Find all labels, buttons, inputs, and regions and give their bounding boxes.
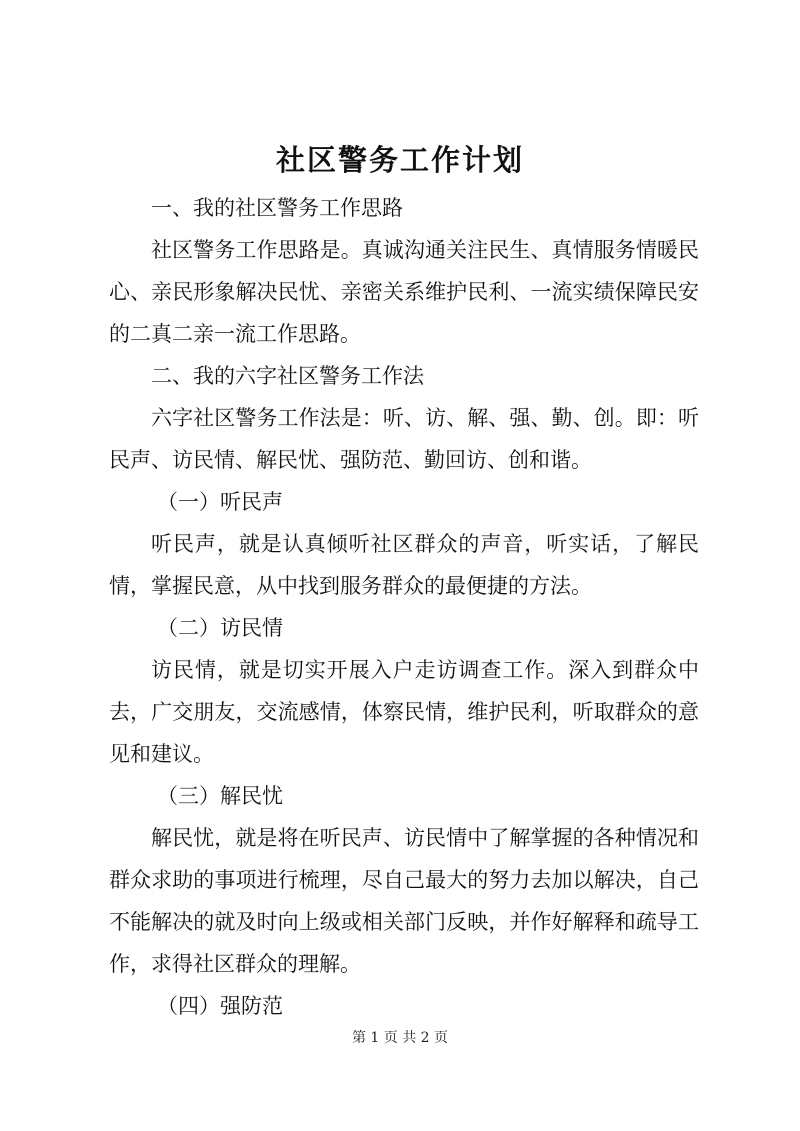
page-footer: 第 1 页 共 2 页 [351, 1030, 449, 1046]
document-title: 社区警务工作计划 [275, 143, 524, 177]
subsection-heading-3: （三）解民忧 [157, 784, 283, 808]
subsection-heading-1: （一）听民声 [157, 490, 283, 514]
section-heading-2: 二、我的六字社区警务工作法 [151, 364, 424, 388]
section-heading-1: 一、我的社区警务工作思路 [151, 196, 403, 220]
document-body [109, 187, 699, 1027]
subsection-heading-2: （二）访民情 [157, 616, 283, 640]
subsection-heading-4: （四）强防范 [157, 994, 283, 1018]
paragraph-visit: 访民情，就是切实开展入户走访调查工作。深入到群众中去，广交朋友，交流感情，体察民情，维护民利，听取群众的意见和建议。 [109, 658, 699, 766]
paragraph-resolve: 解民忧，就是将在听民声、访民情中了解掌握的各种情况和群众求助的事项进行梳理，尽自己最大的努力去加以解决，自己不能解决的就及时向上级或相关部门反映，并作好解释和疏导工作，求得社区群众的理解。 [109, 826, 699, 976]
paragraph-listen: 听民声，就是认真倾听社区群众的声音，听实话，了解民情，掌握民意，从中找到服务群众的最便捷的方法。 [109, 532, 699, 598]
paragraph-six-word-method: 六字社区警务工作法是：听、访、解、强、勤、创。即：听民声、访民情、解民忧、强防范、勤回访、创和谐。 [109, 406, 699, 472]
paragraph-work-approach: 社区警务工作思路是。真诚沟通关注民生、真情服务情暖民心、亲民形象解决民忧、亲密关系维护民利、一流实绩保障民安的二真二亲一流工作思路。 [109, 238, 699, 346]
